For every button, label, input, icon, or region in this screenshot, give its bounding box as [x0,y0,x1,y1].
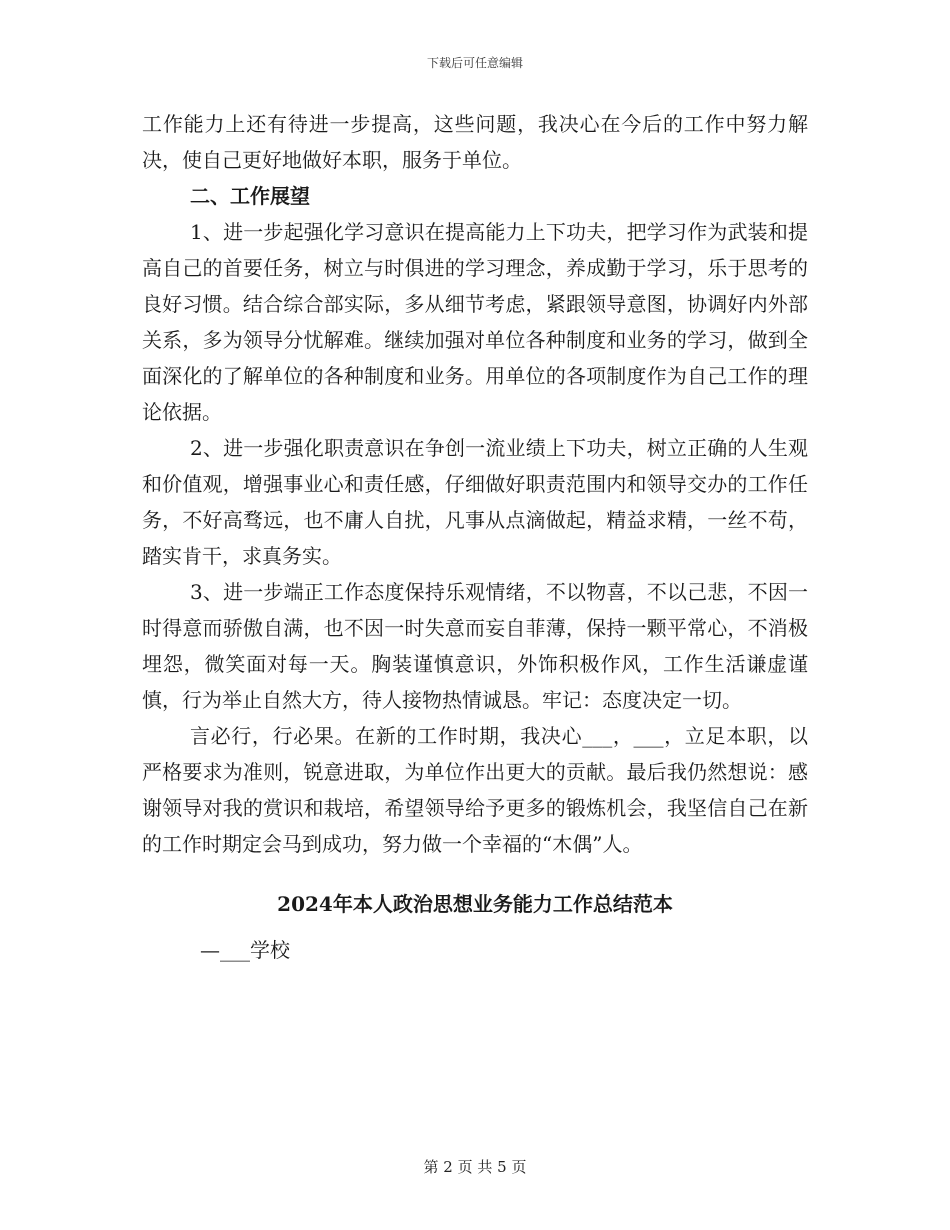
next-document-title: 2024年本人政治思想业务能力工作总结范本 [277,892,673,916]
paragraph-item-2: 2、进一步强化职责意识在争创一流业绩上下功夫，树立正确的人生观和价值观，增强事业心和责任感，仔细做好职责范围内和领导交办的工作任务，不好高骛远，也不庸人自扰，凡事从点滴做起，精益求精，一丝不苟，踏实肯干，求真务实。 [142,436,808,568]
paragraph-item-3: 3、进一步端正工作态度保持乐观情绪，不以物喜，不以己悲，不因一时得意而骄傲自满，也不因一时失意而妄自菲薄，保持一颗平常心，不消极埋怨，微笑面对每一天。胸装谨慎意识，外饰积极作风，工作生活谦虚谨慎，行为举止自然大方，待人接物热情诚恳。牢记：态度决定一切。 [142,580,808,712]
paragraph-closing: 言必行，行必果。在新的工作时期，我决心___，___，立足本职，以严格要求为准则，锐意进取，为单位作出更大的贡献。最后我仍然想说：感谢领导对我的赏识和栽培，希望领导给予更多的锻炼机会，我坚信自己在新的工作时期定会马到成功，努力做一个幸福的“木偶”人。 [142,724,808,856]
page-header: 下载后可任意编辑 [426,56,523,70]
page-footer: 第 2 页 共 5 页 [423,1158,527,1176]
document-body [142,106,808,968]
section-heading: 二、工作展望 [190,184,310,208]
paragraph-continuation: 工作能力上还有待进一步提高，这些问题，我决心在今后的工作中努力解决，使自己更好地做好本职，服务于单位。 [142,112,808,172]
school-line: —___学校 [200,938,290,962]
paragraph-item-1: 1、进一步起强化学习意识在提高能力上下功夫，把学习作为武装和提高自己的首要任务，树立与时俱进的学习理念，养成勤于学习，乐于思考的良好习惯。结合综合部实际，多从细节考虑，紧跟领导意图，协调好内外部关系，多为领导分忧解难。继续加强对单位各种制度和业务的学习，做到全面深化的了解单位的各种制度和业务。用单位的各项制度作为自己工作的理论依据。 [142,220,808,424]
